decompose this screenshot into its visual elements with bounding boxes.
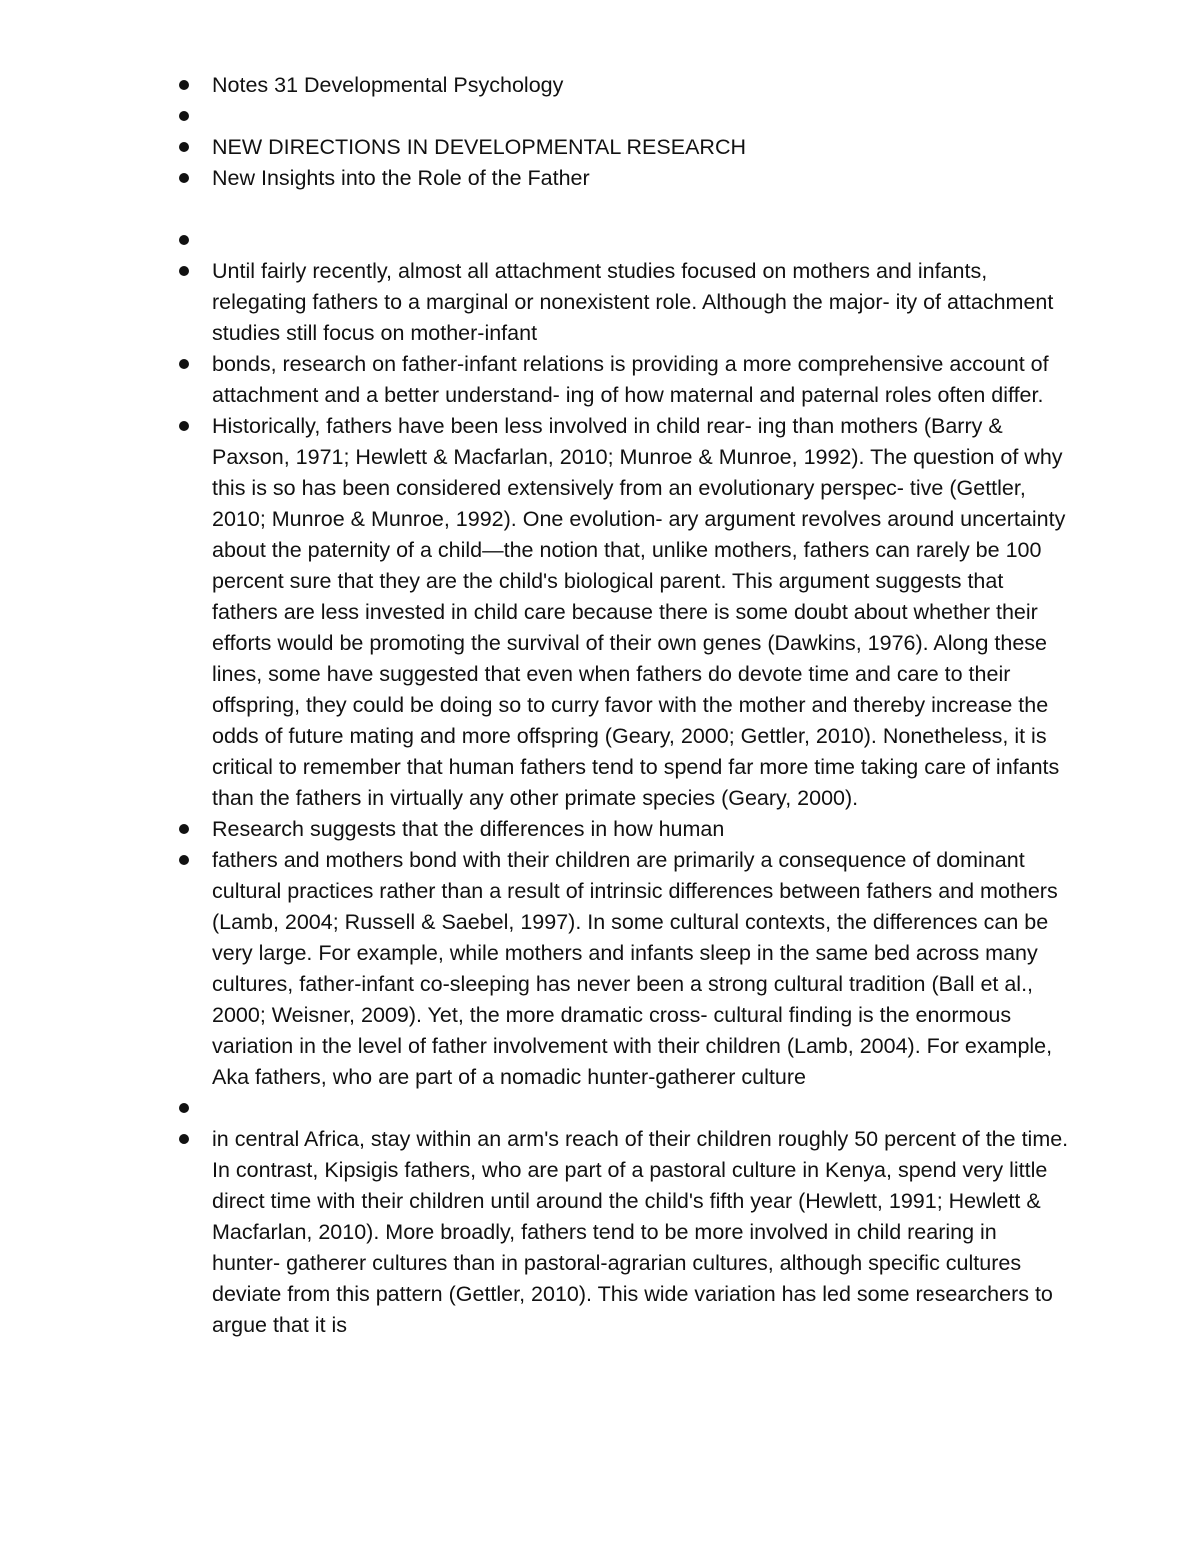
note-item-heading bbox=[170, 132, 1070, 163]
note-item-subheading bbox=[170, 163, 1070, 194]
note-text: New Insights into the Role of the Father bbox=[212, 166, 590, 190]
note-text: fathers and mothers bond with their children are primarily a consequence of dominant cultural practices rather than a result of intrinsic differences between fathers and mothers (Lamb, 2004; Russell & Saebel, 1997). In some cultural contexts, the differences can be very large. For example, while mothers and infants sleep in the same bed across many cultures, father-infant co-sleeping has never been a strong cultural tradition (Ball et al., 2000; Weisner, 2009). Yet, the more dramatic cross- cultural finding is the enormous variation in the level of father involvement with their children (Lamb, 2004). For example, Aka fathers, who are part of a nomadic hunter-gatherer culture bbox=[212, 848, 1058, 1089]
note-text: Historically, fathers have been less involved in child rear- ing than mothers (Barry & Paxson, 1971; Hewlett & Macfarlan, 2010; Munroe & Munroe, 1992). The question of why this is so has been considered extensively from an evolutionary perspec- tive (Gettler, 2010; Munroe & Munroe, 1992). One evolution- ary argument revolves around uncertainty about the paternity of a child—the notion that, unlike mothers, fathers can rarely be 100 percent sure that they are the child's biological parent. This argument suggests that fathers are less invested in child care because there is some doubt about whether their efforts would be promoting the survival of their own genes (Dawkins, 1976). Along these lines, some have suggested that even when fathers do devote time and care to their offspring, they could be doing so to curry favor with the mother and thereby increase the odds of future mating and more offspring (Geary, 2000; Gettler, 2010). Nonetheless, it is critical to remember that human fathers tend to spend far more time taking care of infants than the fathers in virtually any other primate species (Geary, 2000). bbox=[212, 414, 1066, 810]
note-text: in central Africa, stay within an arm's reach of their children roughly 50 percent of the time. In contrast, Kipsigis fathers, who are part of a pastoral culture in Kenya, spend very little direct time with their children until around the child's fifth year (Hewlett, 1991; Hewlett & Macfarlan, 2010). More broadly, fathers tend to be more involved in child rearing in hunter- gatherer cultures than in pastoral-agrarian cultures, although specific cultures deviate from this pattern (Gettler, 2010). This wide variation has led some researchers to argue that it is bbox=[212, 1127, 1069, 1337]
bullet-icon bbox=[179, 421, 189, 431]
note-item-title bbox=[170, 70, 1070, 101]
note-text: Until fairly recently, almost all attachment studies focused on mothers and infants, relegating fathers to a marginal or nonexistent role. Although the major- ity of attachment studies still focus on mother-infant bbox=[212, 259, 1054, 345]
bullet-icon bbox=[179, 266, 189, 276]
note-text: NEW DIRECTIONS IN DEVELOPMENTAL RESEARCH bbox=[212, 135, 746, 159]
note-item-empty bbox=[170, 225, 1070, 256]
note-item-empty bbox=[170, 1093, 1070, 1124]
bullet-icon bbox=[179, 142, 189, 152]
bullet-icon bbox=[179, 235, 189, 245]
bullet-icon bbox=[179, 1134, 189, 1144]
notes-list bbox=[170, 70, 1070, 1341]
note-item-paragraph bbox=[170, 411, 1070, 814]
bullet-icon bbox=[179, 1103, 189, 1113]
note-item-paragraph bbox=[170, 349, 1070, 411]
note-item-empty bbox=[170, 101, 1070, 132]
note-text: Research suggests that the differences in how human bbox=[212, 817, 725, 841]
note-item-paragraph bbox=[170, 845, 1070, 1093]
bullet-icon bbox=[179, 173, 189, 183]
note-item-paragraph bbox=[170, 256, 1070, 349]
note-text: Notes 31 Developmental Psychology bbox=[212, 73, 564, 97]
bullet-icon bbox=[179, 359, 189, 369]
bullet-icon bbox=[179, 824, 189, 834]
note-text: bonds, research on father-infant relations is providing a more comprehensive account of attachment and a better understand- ing of how maternal and paternal roles often differ. bbox=[212, 352, 1049, 407]
bullet-icon bbox=[179, 855, 189, 865]
note-item-paragraph bbox=[170, 814, 1070, 845]
note-item-paragraph bbox=[170, 1124, 1070, 1341]
bullet-icon bbox=[179, 111, 189, 121]
bullet-icon bbox=[179, 80, 189, 90]
